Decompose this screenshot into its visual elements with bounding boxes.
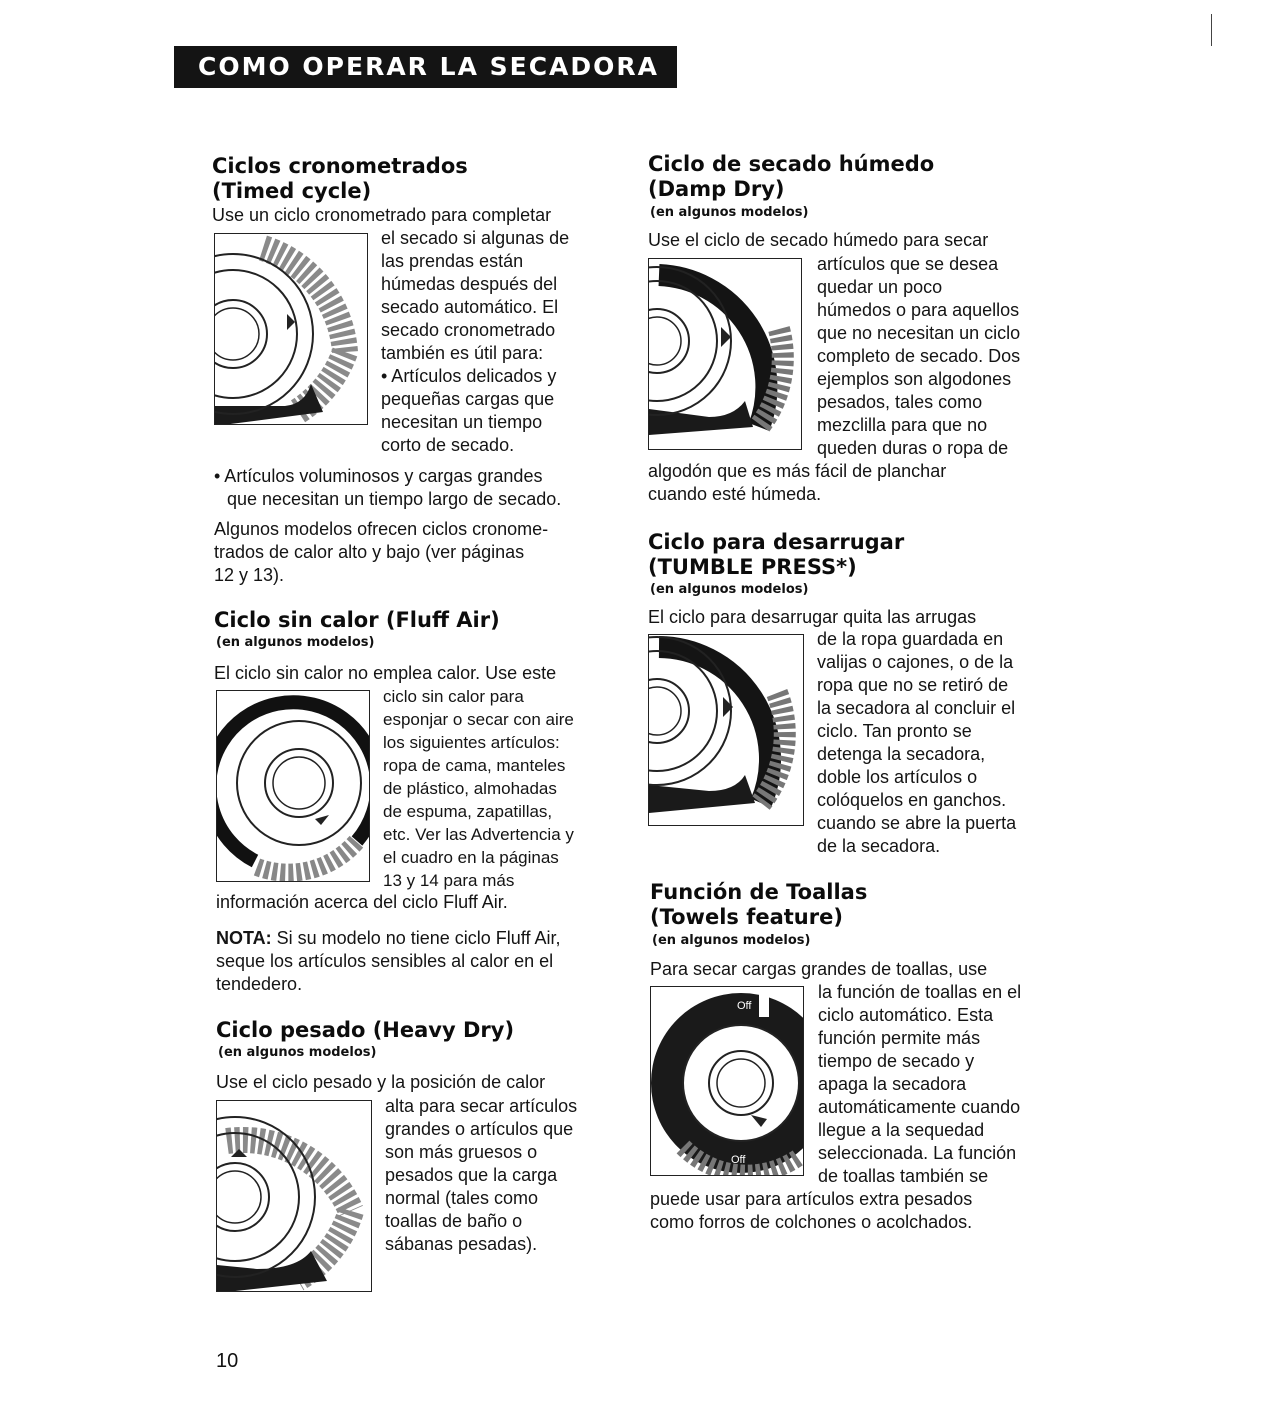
timed-bullet-text: • Artículos voluminosos y cargas grandes que necesitan un tiempo largo de secado. — [214, 466, 562, 509]
dial-off-top-label: Off — [737, 1000, 752, 1012]
towels-feature-heading: Función de Toallas (Towels feature) — [650, 880, 868, 929]
dial-off-bottom-label: Off — [731, 1154, 746, 1166]
damp-wrap-text: artículos que se desea quedar un poco húmedos o para aquellos que no necesitan un ciclo completo de secado. Dos ejemplos son algodones pesados, tales como mezclilla para que no queden duras o ropa de — [817, 254, 1021, 458]
damp-end-text: algodón que es más fácil de planchar cuando esté húmeda. — [648, 461, 947, 504]
towels-wrap-text: la función de toallas en el ciclo automático. Esta función permite más tiempo de secado y apaga la secadora automáticamente cuando llegue a la sequedad seleccionada. La función de toallas también se — [818, 982, 1022, 1186]
damp-dial-illustration — [648, 258, 802, 450]
towels-end-text: puede usar para artículos extra pesados como forros de colchones o acolchados. — [650, 1189, 973, 1232]
damp-dry-heading: Ciclo de secado húmedo (Damp Dry) — [648, 152, 935, 201]
timed-dial-illustration — [214, 233, 368, 425]
page-number: 10 — [216, 1350, 239, 1372]
note-label: NOTA: — [216, 928, 272, 948]
fluff-note-text: NOTA: Si su modelo no tiene ciclo Fluff Air, seque los artículos sensibles al calor en el tendedero. — [216, 928, 561, 994]
tumble-dial-illustration — [648, 634, 804, 826]
heavy-dry-subtitle: (en algunos modelos) — [218, 1045, 377, 1060]
fluff-dial-illustration — [216, 690, 370, 882]
fluff-air-heading: Ciclo sin calor (Fluff Air) — [214, 608, 500, 632]
heavy-intro-text: Use el ciclo pesado y la posición de calor — [216, 1072, 546, 1092]
tumble-press-subtitle: (en algunos modelos) — [650, 582, 809, 597]
damp-intro-text: Use el ciclo de secado húmedo para secar — [648, 230, 989, 250]
damp-dry-subtitle: (en algunos modelos) — [650, 205, 809, 220]
page-header-banner: COMO OPERAR LA SECADORA — [174, 46, 677, 88]
fluff-air-subtitle: (en algunos modelos) — [216, 635, 375, 650]
tumble-intro-text: El ciclo para desarrugar quita las arrugas — [648, 607, 977, 627]
fluff-intro-text: El ciclo sin calor no emplea calor. Use este — [214, 663, 557, 683]
fluff-end-text: información acerca del ciclo Fluff Air. — [216, 892, 508, 912]
timed-wrap-text: el secado si algunas de las prendas están húmedas después del secado automático. El secado cronometrado también es útil para: • Artículos delicados y pequeñas cargas que necesitan un tiempo corto de secado. — [381, 228, 570, 455]
towels-intro-text: Para secar cargas grandes de toallas, use — [650, 959, 988, 979]
timed-intro-text: Use un ciclo cronometrado para completar — [212, 205, 552, 225]
timed-extra-text: Algunos modelos ofrecen ciclos cronome- trados de calor alto y bajo (ver páginas 12 y 13). — [214, 519, 549, 585]
timed-cycle-heading: Ciclos cronometrados (Timed cycle) — [212, 154, 468, 203]
edge-mark — [1211, 14, 1212, 46]
heavy-wrap-text: alta para secar artículos grandes o artículos que son más gruesos o pesados que la carga normal (tales como toallas de baño o sábanas pesadas). — [385, 1096, 578, 1254]
fluff-wrap-text: ciclo sin calor para esponjar o secar con aire los siguientes artículos: ropa de cama, manteles de plástico, almohadas de espuma, zapatillas, etc. Ver las Advertencia y el cuadro en la páginas 13 y 14 para más — [383, 687, 574, 890]
towels-dial-illustration — [650, 986, 804, 1176]
tumble-wrap-text: de la ropa guardada en valijas o cajones, o de la ropa que no se retiró de la secadora al concluir el ciclo. Tan pronto se detenga la secadora, doble los artículos o colóquelos en ganchos. cuando se abre la puerta de la secadora. — [817, 629, 1017, 856]
heavy-dry-heading: Ciclo pesado (Heavy Dry) — [216, 1018, 515, 1042]
heavy-dial-illustration — [216, 1100, 372, 1292]
towels-feature-subtitle: (en algunos modelos) — [652, 933, 811, 948]
tumble-press-heading: Ciclo para desarrugar (TUMBLE PRESS*) — [648, 530, 905, 579]
